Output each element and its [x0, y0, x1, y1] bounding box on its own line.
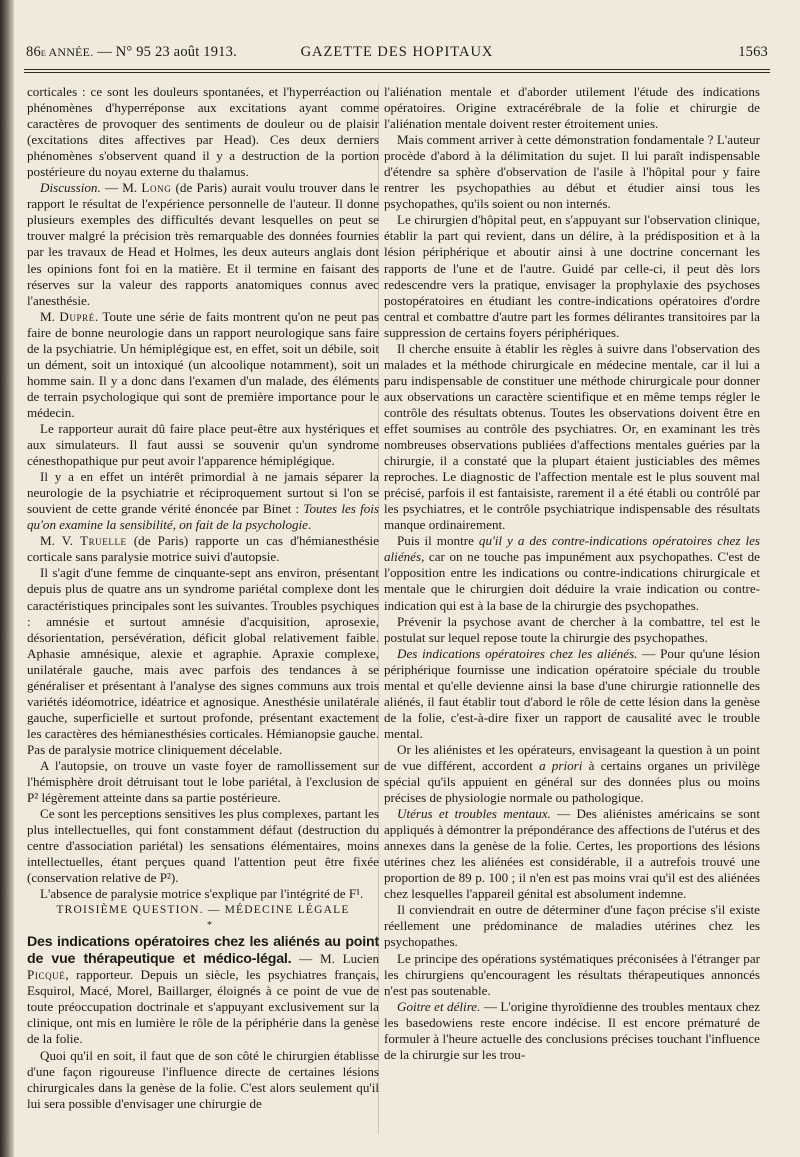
paragraph-discussion [27, 180, 379, 308]
paragraph: Le rapporteur aurait dû faire place peut-être aux hystériques et aux simulateurs. Il faut aussi se souvenir qu'un syndrome cénesthopathique pur peut avoir l'apparence hémiplégique. [27, 420, 379, 469]
paragraph: Le principe des opérations systématiques préconisées à l'étranger par les chirurgiens qu'encouragent les résultats thérapeutiques annoncés n'est pas soutenable. [384, 950, 760, 998]
binet-quote: Toutes les fois qu'on examine la sensibilité, on fait de la psychologie [27, 501, 379, 533]
a-priori-emphasis: a priori [539, 757, 583, 773]
issue-annee: e ANNÉE. [40, 45, 94, 59]
text-run: — M. [100, 180, 142, 196]
paragraph: Mais comment arriver à cette démonstration fondamentale ? L'auteur procède d'abord à la délimitation du sujet. Il lui paraît indispensable d'étendre sa sphère d'observation de l'asile à l'hôpital pour y faire rentrer les psychopathies au début et étudier ainsi tous les psychopathes, qu'ils soient ou non internés. [384, 132, 760, 212]
speaker-name: Long [141, 180, 172, 196]
paragraph [384, 999, 760, 1063]
header-rule-bottom [24, 72, 770, 73]
paragraph: A l'autopsie, on trouve un vaste foyer de ramollissement sur l'hémisphère droit détruisant tout le lobe pariétal, à l'exclusion de P² légèrement atteinte dans sa partie postérieure. [27, 757, 379, 806]
text-run: , car on ne touche pas impunément aux psychopathes. C'est de l'opposition entre les indications ou contre-indications chirurgicale et mentale que le chirurgien doit déduire la vraie indication ou contre-indication qui est à la base de la chirurgie des psychopathes. [384, 549, 760, 613]
journal-title: GAZETTE DES HOPITAUX [300, 44, 494, 60]
text-run: — Pour qu'une lésion périphérique fournisse une indication opératoire spéciale du trouble mental et qu'elle devienne ainsi la base d'une chirurgie rationnelle des aliénés, il faut établir tout d'abord le rôle de cette lésion dans la genèse de la folie, c'est-à-dire fixer un rapport de causalité avec le trouble mental. [384, 645, 761, 741]
paragraph: L'absence de paralysie motrice s'explique par l'intégrité de F¹. [40, 886, 364, 902]
rapporteur-name: Picqué [27, 967, 66, 983]
paragraph: Prévenir la psychose avant de chercher à la combattre, tel est le postulat sur lequel repose toute la chirurgie des psychopathes. [384, 613, 760, 645]
subheading-uterus: Utérus et troubles mentaux. [397, 806, 551, 822]
text-run: Il y a en effet un intérêt primordial à ne jamais séparer la neurologie de la psychiatrie et réciproquement surtout si l'on se souvient de cette grande vérité énoncée par Binet : [27, 469, 379, 517]
paragraph [384, 806, 760, 902]
text-run: Or les aliénistes et les opérateurs, envisageant la question à un point de vue différent, accordent [384, 741, 760, 773]
right-column [384, 84, 760, 1063]
page-number: 1563 [738, 44, 768, 60]
issue-number-date: — N° 95 23 août 1913. [93, 44, 237, 60]
article-headline: Des indications opératoires chez les aliénés au point de vue thérapeutique et médico-légal. [27, 934, 379, 967]
paragraph [384, 533, 760, 613]
text-run: à certains organes un privilège spécial qu'ils appuient en général sur des données plus ou moins précises de physiologie normale ou pathologique. [384, 757, 760, 806]
text-run: (de Paris) rapporte un cas d'hémianesthésie corticale sans paralysie motrice suivi d'autopsie. [27, 533, 379, 565]
paragraph: Il s'agit d'une femme de cinquante-sept ans environ, présentant depuis plus de quatre ans un syndrome pariétal complexe dont les caractéristiques principales sont les suivantes. Troubles psychiques : amnésie et surtout amnésie d'acquisition, aprosexie, désorientation, persévération, déficit global relativement faible. Aphasie amnésique, alexie et agraphie. Apraxie complexe, unilatérale gauche, mais avec parfois des tendances à se généraliser et présentant à l'analyse des signes communs aux trois variétés idéomotrice, idéatrice et agnosique. Anesthésie unilatérale gauche, superficielle et surtout profonde, présentant exactement les caractères des hémianesthésies corticales. Hémianopsie gauche. Pas de paralysie motrice cliniquement décelable. [27, 565, 379, 757]
text-run: — M. Lucien [291, 950, 379, 966]
section-heading: TROISIÈME QUESTION. — MÉDECINE LÉGALE [56, 904, 350, 917]
left-column [27, 84, 379, 1112]
speaker-name: Dupré [59, 308, 95, 324]
running-header [26, 44, 768, 64]
text-run: — Des aliénistes américains se sont appliqués à démontrer la prépondérance des affections de l'utérus et des annexes dans la genèse de la folie. Certes, les proportions des lésions utérines chez les aliénées est considérable, il a autrefois trouvé une proportion de 89 p. 100 ; il n'en est pas moins vrai qu'il est des aliénées chez lesquelles l'appareil génital est absolument indemne. [384, 806, 760, 902]
text-run: — L'origine thyroïdienne des troubles mentaux chez les basedowiens reste encore indécise. Il est encore prématuré de formuler à l'heure actuelle des conclusions précises touchant l'influence de la chirurgie sur les trou- [384, 998, 760, 1062]
text-run: (de Paris) aurait voulu trouver dans le rapport le résultat de l'expérience personnelle de l'auteur. Il donne plusieurs exemples des difficultés devant lesquelles on peut se trouver malgré la précision très remarquable des données fournies par les travaux de Head et Holmes, les deux auteurs anglais dont les opinions font foi en la matière. Et il termine en faisant des réserves sur la valeur des rapports anatomiques connus avec l'anesthésie. [27, 180, 379, 308]
article-headline-paragraph [27, 934, 379, 1047]
paragraph [384, 742, 760, 806]
contre-indications-emphasis: qu'il y a des contre-indications opératoires chez les aliénés [384, 533, 760, 565]
paragraph: Quoi qu'il en soit, il faut que de son côté le chirurgien établisse d'une façon rigoureuse l'influence directe de certaines lésions chirurgicales dans la genèse de la folie. C'est alors seulement qu'il lui sera possible d'envisager une chirurgie de [27, 1047, 379, 1111]
speaker-name: Truelle [79, 533, 127, 549]
paragraph [27, 469, 379, 533]
text-run: , rapporteur. Depuis un siècle, les psychiatres français, Esquirol, Macé, Morel, Baillarger, éloignés à ce point de vue de toute préoccupation doctrinale et s'appuyant exclusivement sur la clinique, ont mis en lumière le rôle de la périphérie dans la genèse de la folie. [27, 967, 379, 1047]
discussion-label: Discussion. [40, 180, 101, 196]
paragraph [27, 533, 379, 565]
subheading-goitre: Goitre et délire. [397, 998, 481, 1014]
paragraph: Ce sont les perceptions sensitives les plus complexes, partant les plus intellectuelles, qui font constamment défaut (destruction du centre d'association pariétal) les sensations élémentaires, moins intellectuelles, étant perçues quand l'attention peut être fixée (conservation relative de P²). [27, 806, 379, 886]
paragraph: Il conviendrait en outre de déterminer d'une façon précise s'il existe réellement une prédominance de maladies utérines chez les psychopathes. [384, 902, 760, 950]
text-run: M. V. [40, 533, 80, 549]
paragraph [27, 309, 379, 421]
text-run: . Toute une série de faits montrent qu'on ne peut pas faire de bonne neurologie dans un rapport neurologique sans faire de la psychiatrie. Un hémiplégique est, en effet, soit un débile, soit un dément, soit un intoxiqué (un alcoolique notamment), soit un homme sain. Il y a donc dans l'examen d'un malade, des éléments de terrain psychologique qui sont de première importance pour le médecin. [27, 308, 379, 420]
paragraph: Il cherche ensuite à établir les règles à suivre dans l'observation des malades et la méthode chirurgicale en médecine mentale, car il lui a paru indispensable de constituer une méthode chirurgicale pour donner aux observations un caractère scientifique et en même temps régler le contrôle des résultats obtenus. Toutes les observations doivent être en effet soumises au contrôle des psychiatres. Or, en examinant les très nombreuses observations publiées d'affections mentales guéries par la chirurgie, il a constaté que la plupart étaient justiciables des mêmes reproches. Le diagnostic de l'affection mentale est le plus souvent mal précisé, parfois il est fantaisiste, rarement il a été établi ou contrôlé par les psychiatres, et le contrôle psychiatrique indispensable des résultats manque ordinairement. [384, 340, 760, 533]
issue-year-number: 86 [26, 44, 41, 60]
header-rule-top [24, 69, 770, 70]
paragraph: corticales : ce sont les douleurs spontanées, et l'hyperréaction ou phénomènes d'hyperréponse aux excitations ayant comme caractères de provoquer des sentiments de douleur ou de plaisir (excitations dites affectives par Head). Ces deux derniers phénomènes s'observent quand il y a destruction de la portion postérieure du noyau externe du thalamus. [27, 84, 379, 180]
page-binding-shadow [0, 0, 14, 1157]
paragraph: Le chirurgien d'hôpital peut, en s'appuyant sur l'observation clinique, établir la part qui revient, dans un délire, à la prédisposition et à la lésion périphérique et aboutir ainsi à une doctrine concernant les rapports de l'une et de l'autre. Guidé par celle-ci, il peut dès lors redescendre vers la pratique, envisager la prophylaxie des psychoses postopératoires en étudiant les contre-indications opératoires d'ordre central et combattre d'autre part les formes délirantes transitoires par la suppression de certains foyers périphériques. [384, 212, 760, 340]
paragraph [384, 646, 760, 742]
text-run: . [308, 517, 312, 533]
subheading-indications: Des indications opératoires chez les aliénés. [397, 645, 638, 661]
text-run: M. [40, 308, 60, 324]
paragraph: l'aliénation mentale et d'aborder utilement l'étude des indications opératoires. Origine extracérébrale de la folie et chirurgie de l'aliénation mentale doivent rester étroitement unies. [384, 84, 760, 132]
section-star: * [207, 920, 212, 932]
text-run: Puis il montre [397, 533, 479, 549]
